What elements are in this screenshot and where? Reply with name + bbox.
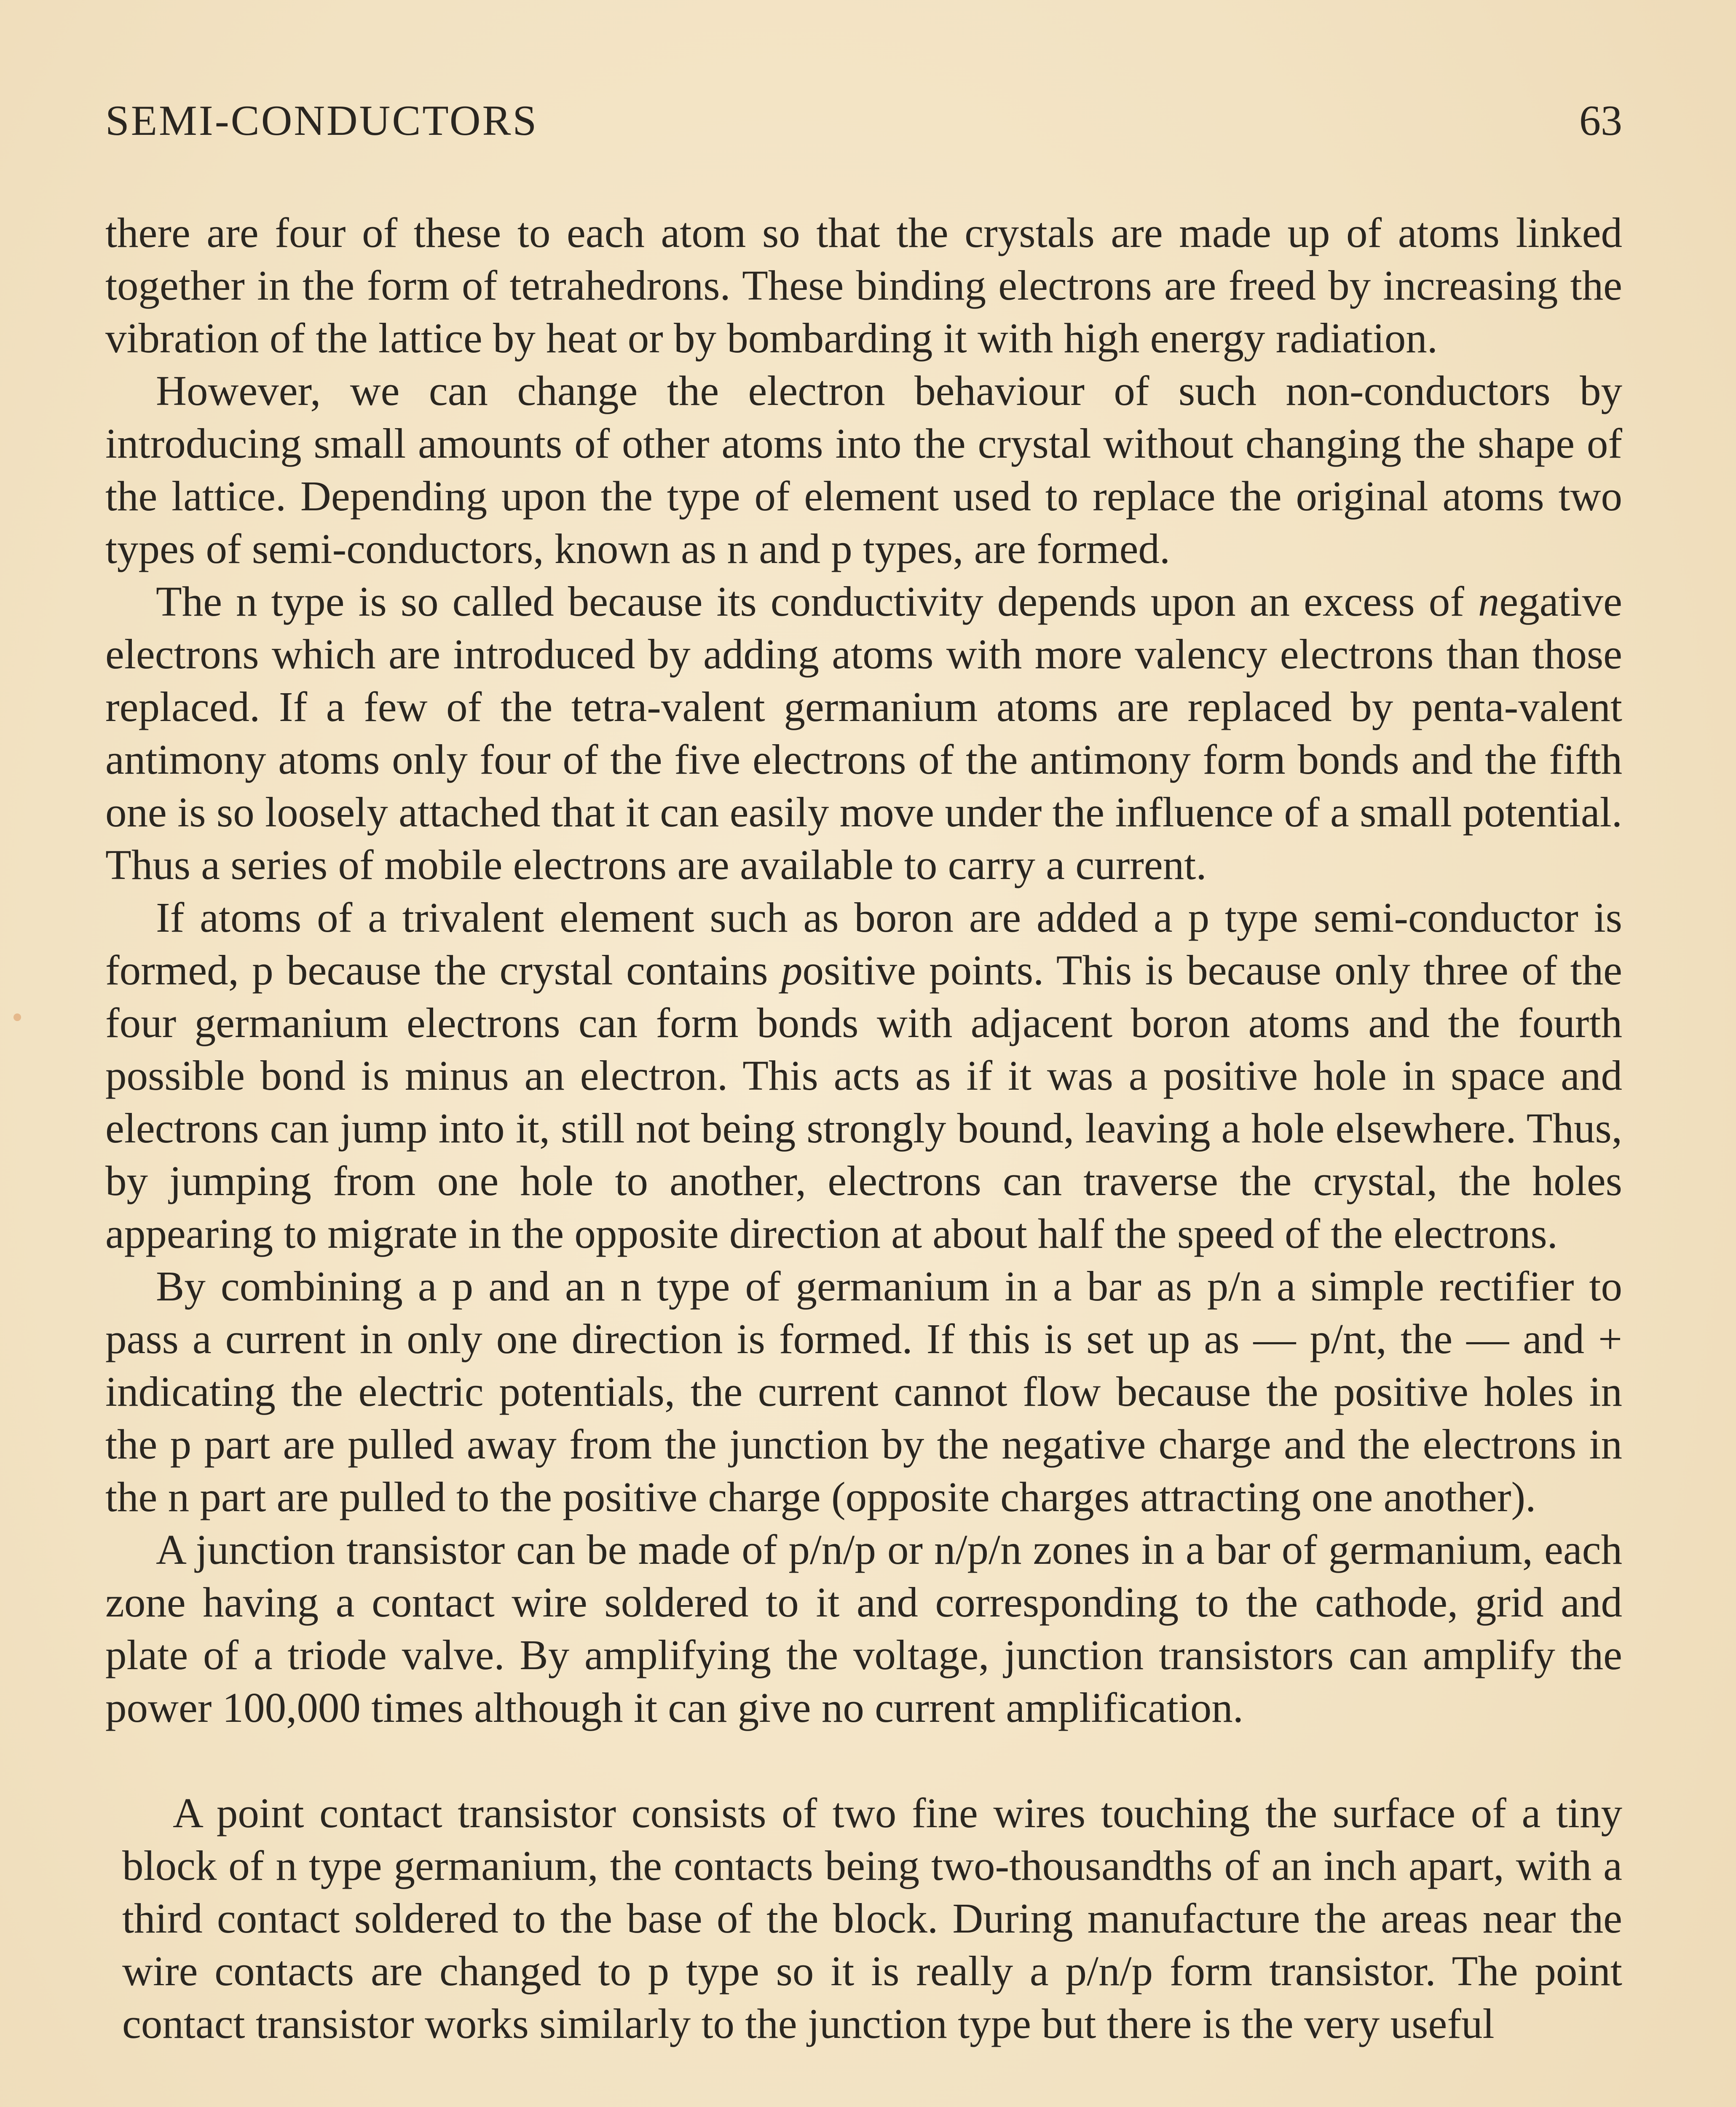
- paragraph-junction-transistor: A junction transistor can be made of p/n/p or n/p/n zones in a bar of germanium, each zone having a contact wire soldered to it and corresponding to the cathode, grid and plate of a triode valve. By amplifying the voltage, junction transistors can amplify the power 100,000 times although it can give no current amplification.: [105, 1526, 1622, 1731]
- running-head: SEMI-CONDUCTORS: [105, 97, 538, 145]
- paragraph-n-type: [105, 575, 1622, 891]
- paragraph-p-type-text-after: ositive points. This is because only three of the four germanium electrons can form bonds with adjacent boron atoms and the fourth possible bond is minus an electron. This acts as if it was a positive hole in space and electrons can jump into it, still not being strongly bound, leaving a hole elsewhere. Thus, by jumping from one hole to another, electrons can traverse the crystal, the holes appearing to migrate in the opposite direction at about half the speed of the electrons.: [105, 946, 1622, 1257]
- page-header: [105, 94, 1622, 148]
- page-number: 63: [1579, 97, 1622, 145]
- paragraph-rectifier: By combining a p and an n type of germanium in a bar as p/n a simple rectifier to pass a current in only one direction is formed. If this is set up as — p/nt, the — and + indicating the electric potentials, the current cannot flow because the positive holes in the p part are pulled away from the junction by the negative charge and the electrons in the n part are pulled to the positive charge (opposite charges attracting one another).: [105, 1263, 1622, 1520]
- paragraph-lattice-binding: there are four of these to each atom so that the crystals are made up of atoms linked together in the form of tetrahedrons. These binding electrons are freed by increasing the vibration of the lattice by heat or by bombarding it with high energy radiation.: [105, 209, 1622, 362]
- paragraph-n-type-text-after: egative electrons which are introduced by adding atoms with more valency electrons than those replaced. If a few of the tetra-valent germanium atoms are replaced by penta-valent antimony atoms only four of the five electrons of the antimony form bonds and the fifth one is so loosely attached that it can easily move under the influence of a small potential. Thus a series of mobile electrons are available to carry a current.: [105, 578, 1622, 888]
- paragraph-p-type-italic: p: [781, 946, 803, 994]
- paragraph-doping-types: However, we can change the electron behaviour of such non-conductors by introducing small amounts of other atoms into the crystal without changing the shape of the lattice. Depending upon the type of element used to replace the original atoms two types of semi-conductors, known as n and p types, are formed.: [105, 367, 1622, 572]
- paragraph-point-contact-transistor: A point contact transistor consists of two fine wires touching the surface of a tiny block of n type germanium, the contacts being two-thousandths of an inch apart, with a third contact soldered to the base of the block. During manufacture the areas near the wire contacts are changed to p type so it is really a p/n/p form transistor. The point contact transistor works similarly to the junction type but there is the very useful: [122, 1789, 1622, 2047]
- paper-speck: [13, 1013, 21, 1021]
- body-text: [105, 206, 1622, 2050]
- paragraph-n-type-italic: n: [1478, 578, 1500, 625]
- paragraph-p-type-text-before: If atoms of a trivalent element such as boron are added a p type semi-conductor is formed, p because the crystal contains: [105, 894, 1622, 994]
- paragraph-p-type: [105, 891, 1622, 1260]
- paragraph-n-type-text-before: The n type is so called because its conductivity depends upon an excess of: [156, 578, 1478, 625]
